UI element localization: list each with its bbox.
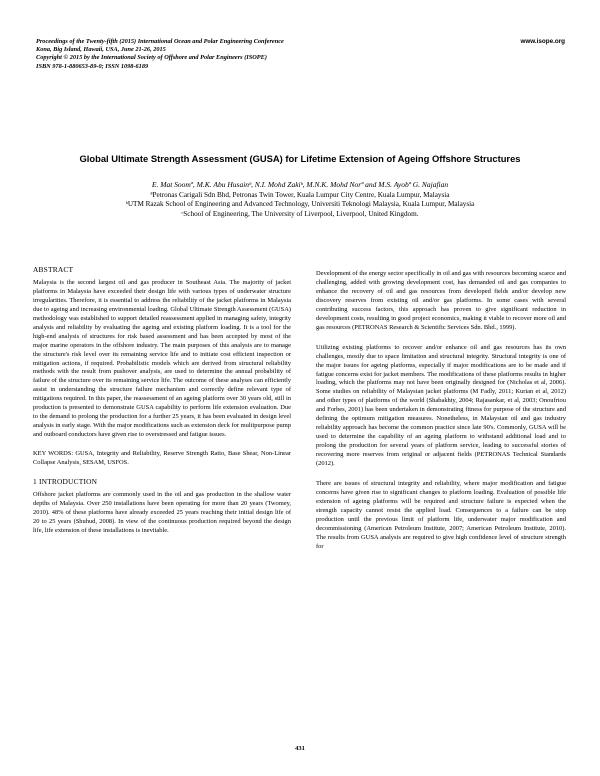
introduction-text: Offshore jacket platforms are commonly used in the oil and gas production in the shallow water depths of Malaysia. Over 250 installations have been operating for more than 20 years (Twomey, 2010). 48% of these platforms have already exceeded 25 years reaching their initial design life of 20 to 25 years (Shuhud, 2008). In view of the continuous production required beyond the design life, life extension of these installations is inevitable.: [33, 490, 291, 534]
proceedings-header: [36, 38, 476, 71]
body-paragraph: Development of the energy sector specifically in oil and gas with resources becoming scarce and challenging, added with growing development cost, has demanded oil and gas companies to enhance the recovery of oil and gas resources from developed fields and/or develop new discovery reserves from existing oil and/or gas platforms. In some cases with several contributing success factors, this approach has proven to give significant reduction in development costs, resulting in good project economics, making it viable to recover more oil and gas resources (PETRONAS Research & Scientific Services Sdn. Bhd., 1999).: [316, 270, 566, 331]
page-number: 431: [295, 745, 305, 752]
website-link[interactable]: www.isope.org: [520, 38, 565, 45]
paper-title: Global Ultimate Strength Assessment (GUSA) for Lifetime Extension of Ageing Offshore Structures: [79, 153, 521, 164]
affiliation: ᶜSchool of Engineering, The University of Liverpool, Liverpool, United Kingdom.: [181, 209, 419, 218]
header-line: Proceedings of the Twenty-fifth (2015) International Ocean and Polar Engineering Conference: [36, 38, 284, 45]
affiliation: ᵇUTM Razak School of Engineering and Advanced Technology, Universiti Teknologi Malaysia, Kuala Lumpur, Malaysia: [125, 200, 475, 208]
right-column: [316, 270, 566, 563]
author-names: E. Mat Soomª, M.K. Abu Husainᵇ, N.I. Mohd Zakiᵇ, M.N.K. Mohd Norª and M.S. Ayobª G. Najafian: [151, 180, 449, 189]
affiliation: ªPetronas Carigali Sdn Bhd, Petronas Twin Tower, Kuala Lumpur City Centre, Kuala Lumpur, Malaysia: [150, 190, 450, 199]
header-line: Copyright © 2015 by the International Society of Offshore and Polar Engineers (ISOPE): [36, 54, 267, 62]
abstract-heading: ABSTRACT: [33, 265, 74, 274]
header-line: ISBN 978-1-880653-89-0; ISSN 1098-6189: [36, 62, 149, 70]
author-block: [0, 180, 600, 219]
left-column: [33, 266, 291, 546]
header-line: Kona, Big Island, Hawaii, USA, June 21-26, 2015: [36, 46, 166, 54]
keywords: KEY WORDS: GUSA, Integrity and Reliability, Reserve Strength Ratio, Base Shear, Non-Linear Collapse Analysis, SESAM, USFOS.: [33, 450, 291, 467]
introduction-heading: 1 INTRODUCTION: [33, 477, 98, 487]
abstract-text: Malaysia is the second largest oil and gas producer in Southeast Asia. The majority of jacket platforms in Malaysia have exceeded their design life with various types of underwater structure irregularities. Therefore, it is essential to address the reliability of the jacket platforms in Malaysia due to ageing and increasing environmental loading. Global Ultimate Strength Assessment (GUSA) methodology was established to support detailed reassessment applied in managing safety, integrity analysis and reliability by evaluating the ageing and existing platform loading. It is a tool for the high-end analysis of structures for risk based assessment and has been accepted by most of the major marine operators in the offshore industry. The main purposes of this analysis are to manage the structure's risk level over its remaining service life and to initiate cost efficient inspection or mitigation actions, if required. Probabilistic models which are derived from structural reliability methods with the result from pushover analysis, are used to determine the annual probability of failure of the structure over its remaining service life. The outcome of these analyses can efficiently assist in understanding the structure failure mechanism and correctly define relevant type of mitigations required. In this paper, the reassessment of an ageing platform over 30 years old, still in production is presented to demonstrate GUSA capability to perform life extension evaluation. Due to the demand to prolong the production for a further 25 years, it has been evaluated in design level analysis in early stage. With the major modifications such as extension deck for multipurpose pump and outboard conductors have given rise to overstressed and fatigue issues.: [33, 278, 291, 439]
body-paragraph: Utilizing existing platforms to recover and/or enhance oil and gas resources has its own challenges, mostly due to space limitation and structural integrity. Structural integrity is one of the major issues for ageing platforms, especially if major modifications are to be made and if fatigue concerns exist for jacket members. The modifications of these platforms results in higher loading, which the platforms may not have been originally designed for (Nicholas et al, 2006). Some studies on reliability of Malaysian jacket platforms (M Fadly, 2011; Kurian et al, 2012) and other types of platforms of the world (Shabakhty, 2004; Rajasankar, et al, 2003; Onoufriou and Forbes, 2001) has been undertaken in demonstrating fitness for purpose of the structure and defining the optimum mitigation measures. Nonetheless, in Malaysian oil and gas industry reliability approach has become the common practice since late 90's. Commonly, GUSA will be used to determine the capability of an ageing platform to withstand additional load and to prolong the production for several years of platform service, leading to successful stories of recovering more reserves from original or adjacent fields (PETRONAS Technical Standards (2012).: [316, 343, 566, 468]
body-paragraph: There are issues of structural integrity and reliability, where major modification and fatigue concerns have given rise to significant changes to platform loading. Evaluation of possible life extension of ageing platforms will be required and structure failure is expected when the strength capacity cannot resist the applied load. Consequences to a failure can be stop production until the previous limit of platform life, underwater major modification and decommissioning (American Petroleum Institute, 2007; American Petroleum Institute, 2010). The results from GUSA analysis are required to give high confidence level of structure strength for: [316, 480, 566, 550]
